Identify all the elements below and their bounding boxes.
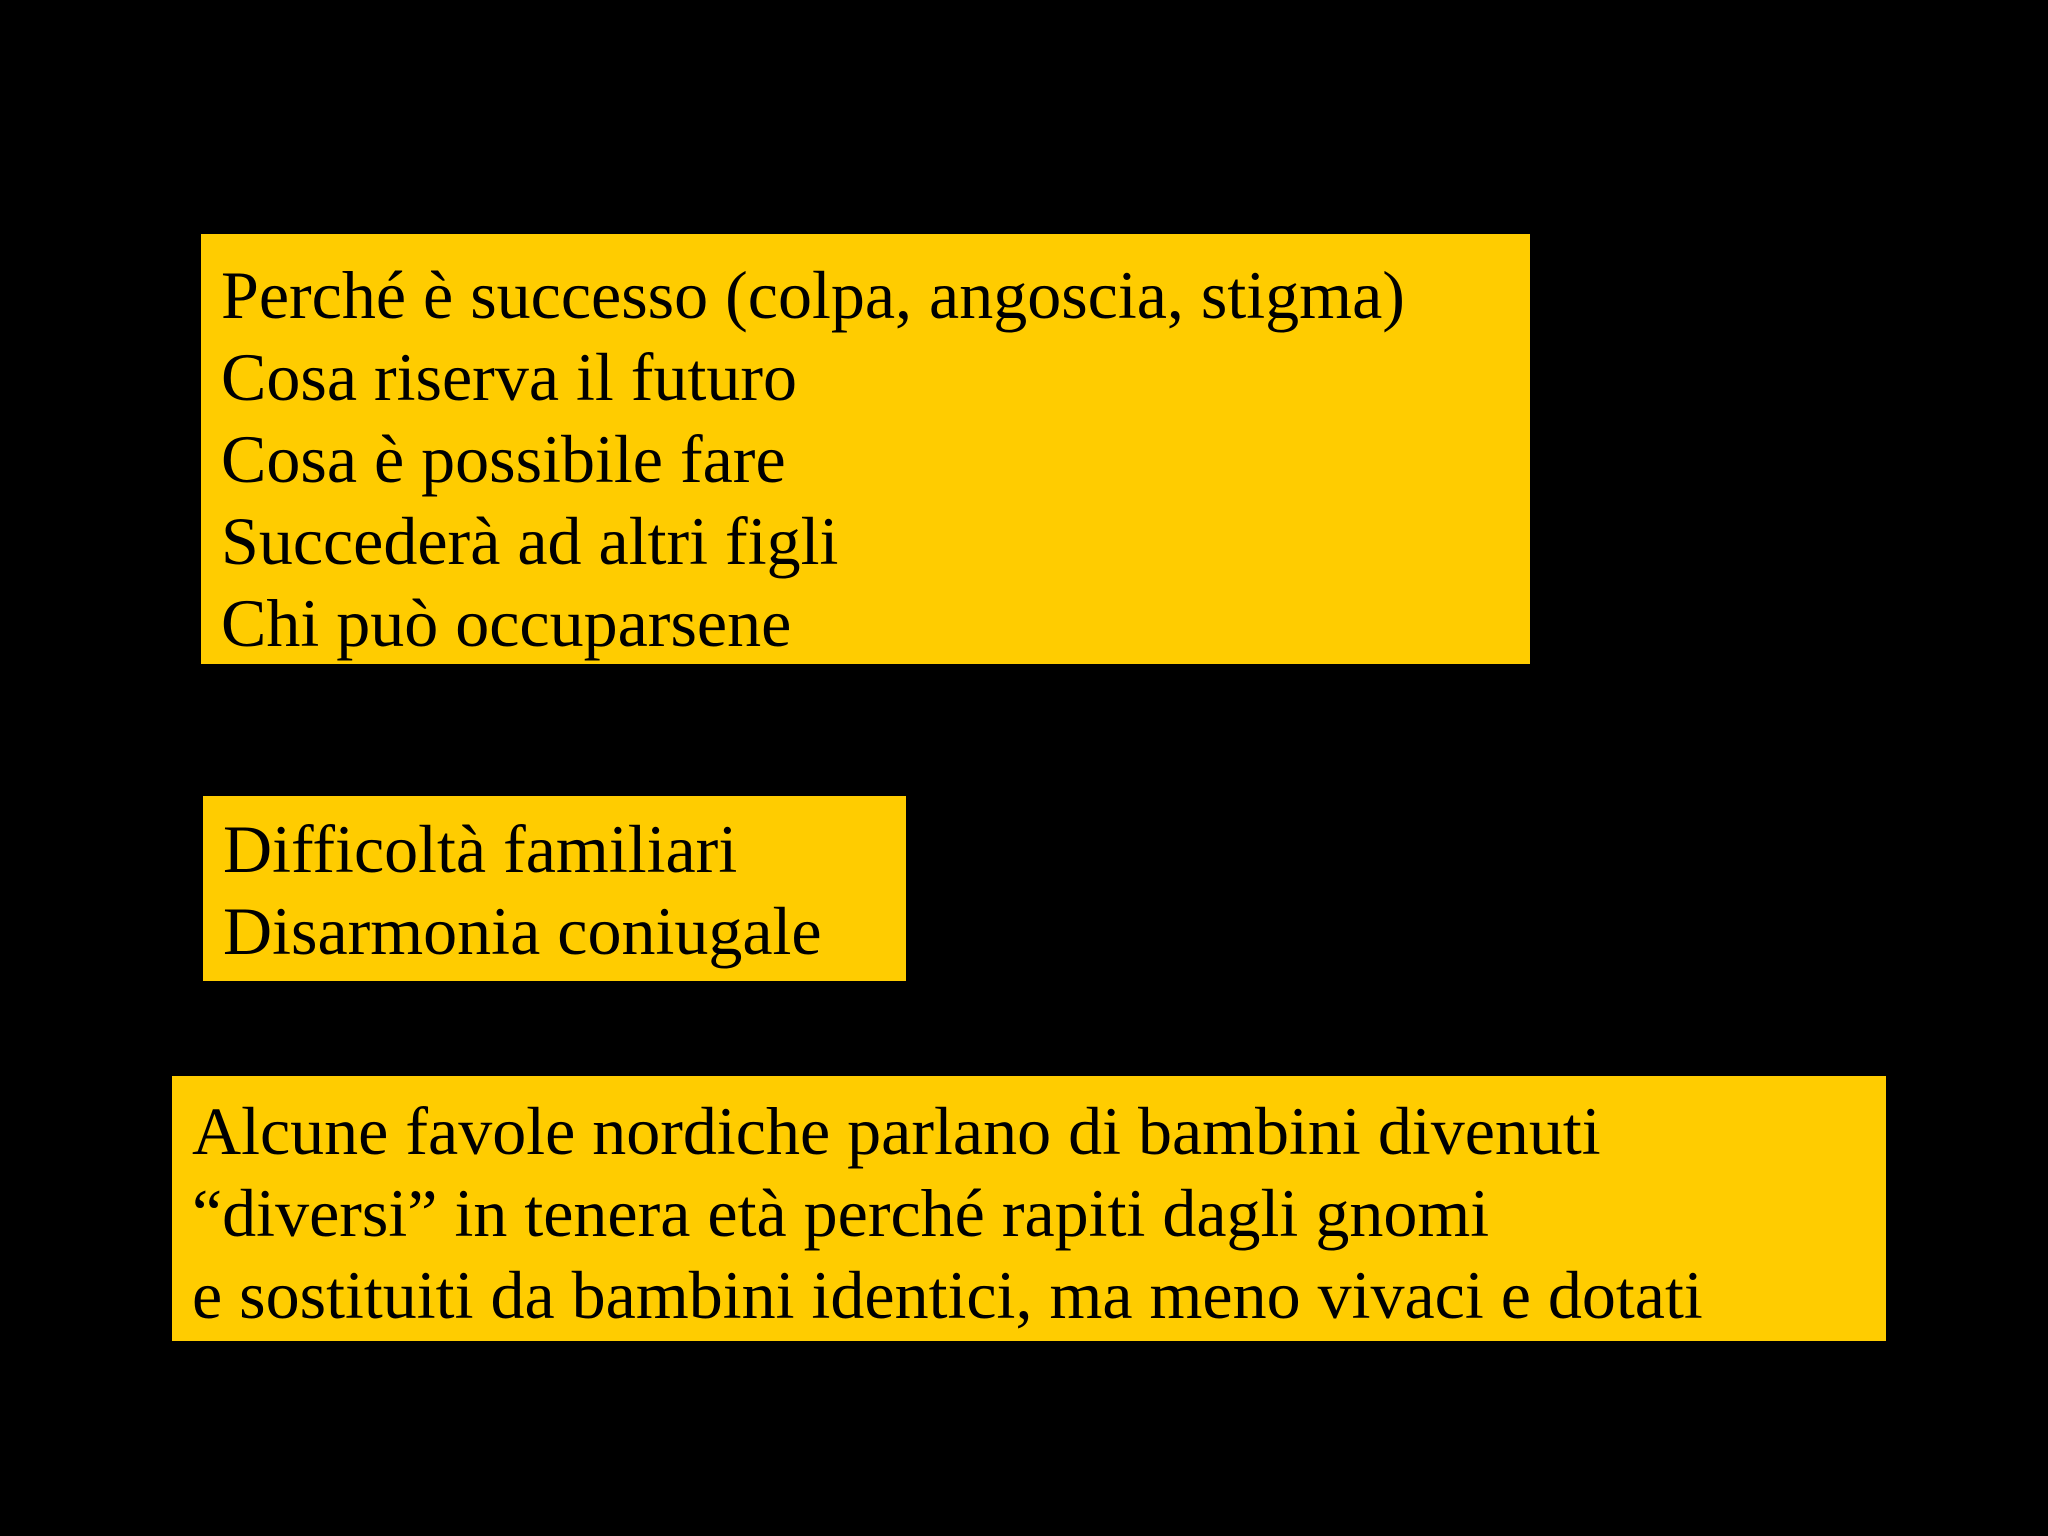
- question-line: Perché è successo (colpa, angoscia, stigma): [221, 257, 1405, 333]
- fable-line: “diversi” in tenera età perché rapiti dagli gnomi: [192, 1175, 1490, 1251]
- difficulty-line: Difficoltà familiari: [223, 811, 738, 887]
- question-line: Succederà ad altri figli: [221, 503, 839, 579]
- difficulties-box: [203, 796, 906, 981]
- difficulty-line: Disarmonia coniugale: [223, 893, 822, 969]
- fables-box: [172, 1076, 1886, 1341]
- question-line: Cosa riserva il futuro: [221, 339, 797, 415]
- question-line: Cosa è possibile fare: [221, 421, 786, 497]
- questions-box: [201, 234, 1530, 664]
- fable-line: e sostituiti da bambini identici, ma meno vivaci e dotati: [192, 1257, 1703, 1333]
- fable-line: Alcune favole nordiche parlano di bambini divenuti: [192, 1093, 1601, 1169]
- question-line: Chi può occuparsene: [221, 585, 792, 661]
